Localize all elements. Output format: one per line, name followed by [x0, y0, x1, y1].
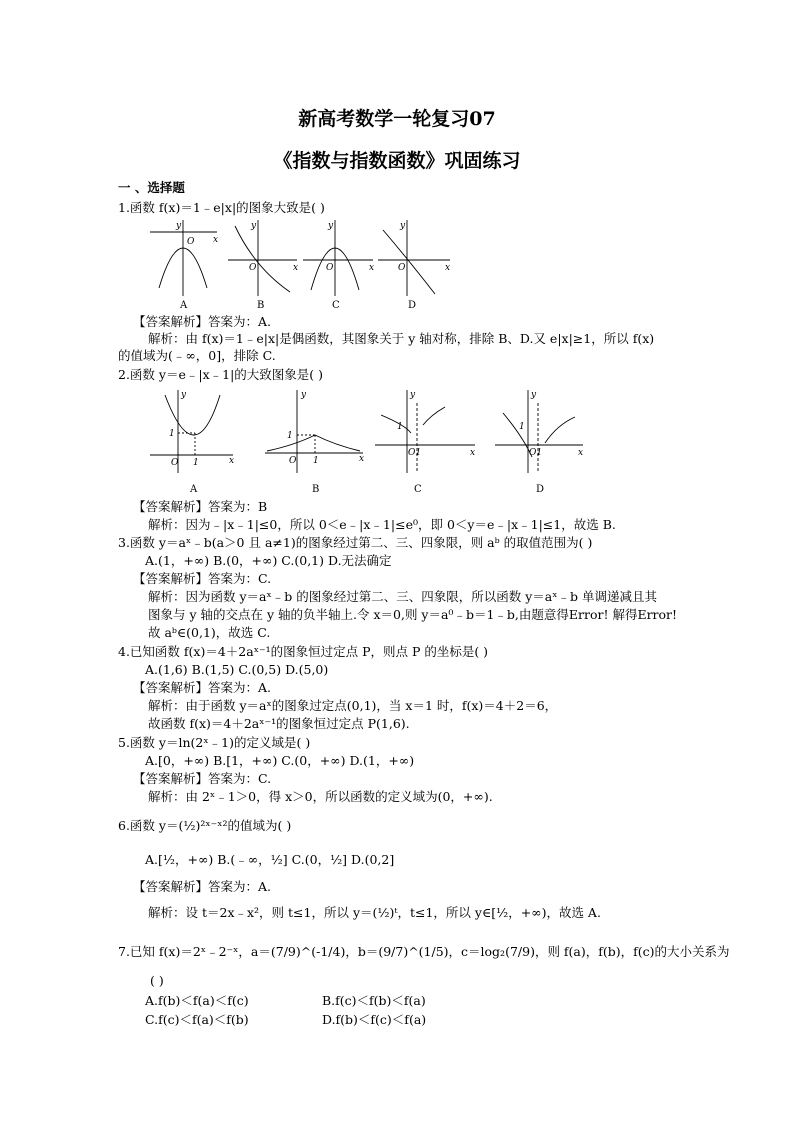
q2-cap-a: A [190, 484, 198, 495]
svg-text:1: 1 [287, 431, 293, 441]
svg-text:O: O [171, 458, 179, 468]
svg-text:y: y [301, 390, 307, 400]
svg-text:1: 1 [313, 456, 319, 466]
q1a-o: O [187, 237, 195, 247]
q7-option-c: C.f(c)＜f(a)＜f(b) [145, 1012, 249, 1027]
q7-option-a: A.f(b)＜f(a)＜f(c) [145, 993, 249, 1008]
svg-text:x: x [229, 456, 235, 466]
q1d-y: y [400, 221, 406, 231]
svg-text:1: 1 [169, 429, 175, 439]
q2-stem: 2.函数 y＝e﹣|x﹣1|的大致图象是( ) [118, 367, 324, 382]
q1-exp-2: 的值域为(﹣∞，0]，排除 C. [118, 348, 276, 363]
q1d-x: x [445, 263, 451, 273]
svg-text:y: y [410, 390, 416, 400]
svg-text:1: 1 [193, 458, 199, 468]
q1c-x: x [369, 263, 375, 273]
q2-cap-b: B [312, 484, 320, 495]
svg-text:1: 1 [519, 422, 525, 432]
q4-exp-1: 解析：由于函数 y＝aˣ的图象过定点(0,1)，当 x＝1 时，f(x)＝4＋2＝6， [148, 698, 558, 713]
q2-answer: 【答案解析】答案为：B [133, 499, 268, 514]
q3-stem: 3.函数 y＝aˣ﹣b(a＞0 且 a≠1)的图象经过第二、三、四象限，则 aᵇ 的取值范围为( ) [118, 535, 593, 550]
svg-text:x: x [359, 454, 365, 464]
q2-graphs [145, 385, 585, 480]
q3-exp-3: 故 aᵇ∈(0,1)，故选 C. [148, 625, 271, 640]
q1-cap-c: C [332, 300, 340, 311]
q1-stem: 1.函数 f(x)＝1﹣e|x|的图象大致是( ) [118, 200, 325, 215]
q3-exp-1: 解析：因为函数 y＝aˣ﹣b 的图象经过第二、三、四象限，所以函数 y＝aˣ﹣b 单调递减且其 [148, 589, 658, 604]
q6-exp-1: 解析：设 t＝2x﹣x²，则 t≤1，所以 y＝(½)ᵗ，t≤1，所以 y∈[½，+∞)，故选 A. [148, 905, 601, 920]
q7-stem: 7.已知 f(x)＝2ˣ﹣2⁻ˣ，a＝(7/9)^(-1/4)，b＝(9/7)^(1/5)，c＝log₂(7/9)，则 f(a)，f(b)，f(c)的大小关系为 [118, 944, 730, 959]
q5-exp-1: 解析：由 2ˣ﹣1＞0，得 x＞0，所以函数的定义域为(0，+∞). [148, 789, 493, 804]
q5-stem: 5.函数 y＝ln(2ˣ﹣1)的定义域是( ) [118, 735, 311, 750]
svg-text:1: 1 [397, 422, 403, 432]
q1-exp-1: 解析：由 f(x)＝1﹣e|x|是偶函数，其图象关于 y 轴对称，排除 B、D.又 e|x|≥1，所以 f(x) [148, 331, 655, 346]
q1-graphs [145, 218, 455, 298]
svg-text:x: x [578, 448, 584, 458]
q1-cap-d: D [408, 300, 417, 311]
q2-cap-c: C [414, 484, 422, 495]
q4-answer: 【答案解析】答案为：A. [133, 680, 272, 695]
q1c-y: y [328, 221, 334, 231]
svg-text:y: y [181, 390, 187, 400]
q3-exp-2: 图象与 y 轴的交点在 y 轴的负半轴上.令 x＝0,则 y＝a⁰﹣b＝1﹣b,由题意得Error! 解得Error! [148, 607, 678, 622]
q4-stem: 4.已知函数 f(x)＝4＋2aˣ⁻¹的图象恒过定点 P，则点 P 的坐标是( ) [118, 644, 489, 659]
q2-exp-1: 解析：因为﹣|x﹣1|≤0，所以 0＜e﹣|x﹣1|≤e⁰，即 0＜y＝e﹣|x﹣1|≤1，故选 B. [148, 517, 616, 532]
q1b-x: x [293, 263, 299, 273]
q1-answer: 【答案解析】答案为：A. [133, 314, 272, 329]
svg-text:y: y [531, 390, 537, 400]
q2-cap-d: D [536, 484, 545, 495]
q1c-o: O [326, 263, 334, 273]
q1a-y: y [176, 221, 182, 231]
q4-exp-2: 故函数 f(x)＝4＋2aˣ⁻¹的图象恒过定点 P(1,6). [148, 716, 410, 731]
q3-options: A.(1，+∞) B.(0，+∞) C.(0,1) D.无法确定 [145, 553, 392, 568]
q1d-o: O [398, 263, 406, 273]
svg-text:O1: O1 [408, 448, 422, 458]
q1b-y: y [251, 221, 257, 231]
svg-text:O: O [289, 456, 297, 466]
q6-answer: 【答案解析】答案为：A. [133, 879, 272, 894]
q4-options: A.(1,6) B.(1,5) C.(0,5) D.(5,0) [145, 662, 329, 677]
q5-options: A.[0，+∞) B.[1，+∞) C.(0，+∞) D.(1，+∞) [145, 753, 415, 768]
q1-cap-b: B [257, 300, 265, 311]
q6-stem: 6.函数 y＝(½)²ˣ⁻ˣ²的值域为( ) [118, 818, 292, 833]
q1-cap-a: A [180, 300, 188, 311]
doc-title: 新高考数学一轮复习07 [298, 108, 496, 130]
q5-answer: 【答案解析】答案为：C. [133, 771, 272, 786]
q6-options: A.[½，+∞) B.(﹣∞，½] C.(0，½] D.(0,2] [145, 852, 395, 867]
q7-option-b: B.f(c)＜f(b)＜f(a) [322, 993, 426, 1008]
q1b-o: O [249, 263, 257, 273]
doc-subtitle: 《指数与指数函数》巩固练习 [273, 150, 521, 172]
q1a-x: x [213, 235, 219, 245]
q7-option-d: D.f(b)＜f(c)＜f(a) [322, 1012, 427, 1027]
svg-text:O1: O1 [529, 448, 543, 458]
q3-answer: 【答案解析】答案为：C. [133, 571, 272, 586]
section-heading: 一 、选择题 [118, 180, 185, 195]
q7-paren: ( ) [150, 973, 164, 988]
svg-text:x: x [470, 448, 476, 458]
